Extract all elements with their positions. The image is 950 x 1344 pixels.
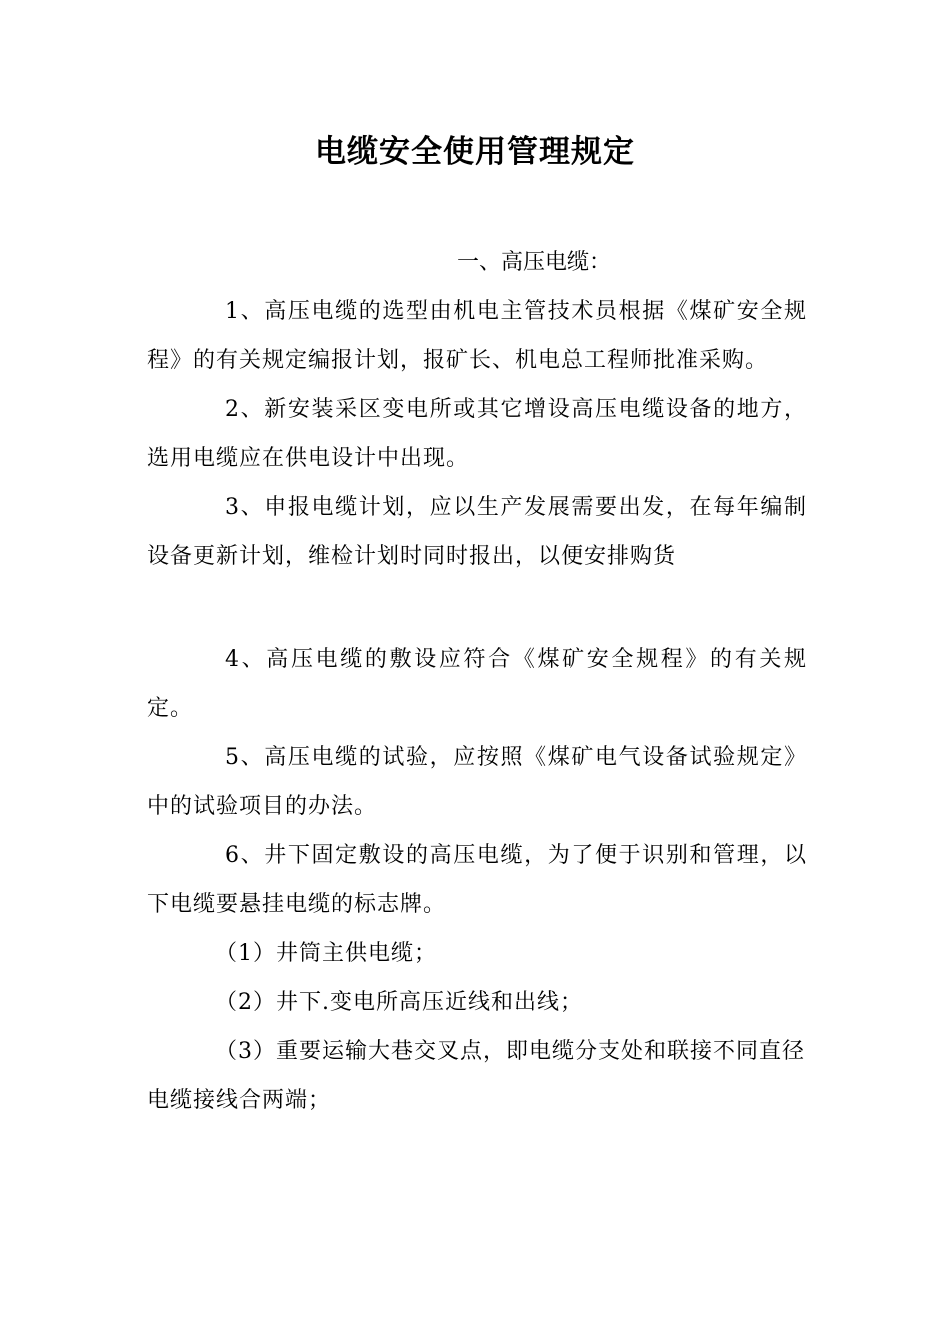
paragraph-4: 4、高压电缆的敷设应符合《煤矿安全规程》的有关规定。: [147, 647, 807, 721]
subitem-3: （3）重要运输大巷交叉点，即电缆分支处和联接不同直径电缆接线合两端；: [147, 1039, 805, 1113]
section-heading: 一、高压电缆：: [457, 250, 612, 275]
document-body: [147, 238, 807, 1125]
blank-gap: [147, 581, 807, 635]
paragraph-5: 5、高压电缆的试验，应按照《煤矿电气设备试验规定》中的试验项目的办法。: [147, 745, 807, 819]
document-title: 电缆安全使用管理规定: [315, 134, 635, 170]
paragraph-6: 6、井下固定敷设的高压电缆，为了便于识别和管理，以下电缆要悬挂电缆的标志牌。: [147, 843, 807, 917]
subitem-2: （2）井下.变电所高压近线和出线；: [215, 990, 583, 1015]
paragraph-3: 3、申报电缆计划，应以生产发展需要出发，在每年编制设备更新计划，维检计划时同时报出，以便安排购货: [147, 495, 807, 569]
subitem-1: （1）井筒主供电缆；: [215, 941, 437, 966]
paragraph-2: 2、新安装采区变电所或其它增设高压电缆设备的地方，选用电缆应在供电设计中出现。: [147, 397, 807, 471]
paragraph-1: 1、高压电缆的选型由机电主管技术员根据《煤矿安全规程》的有关规定编报计划，报矿长、机电总工程师批准采购。: [147, 299, 807, 373]
